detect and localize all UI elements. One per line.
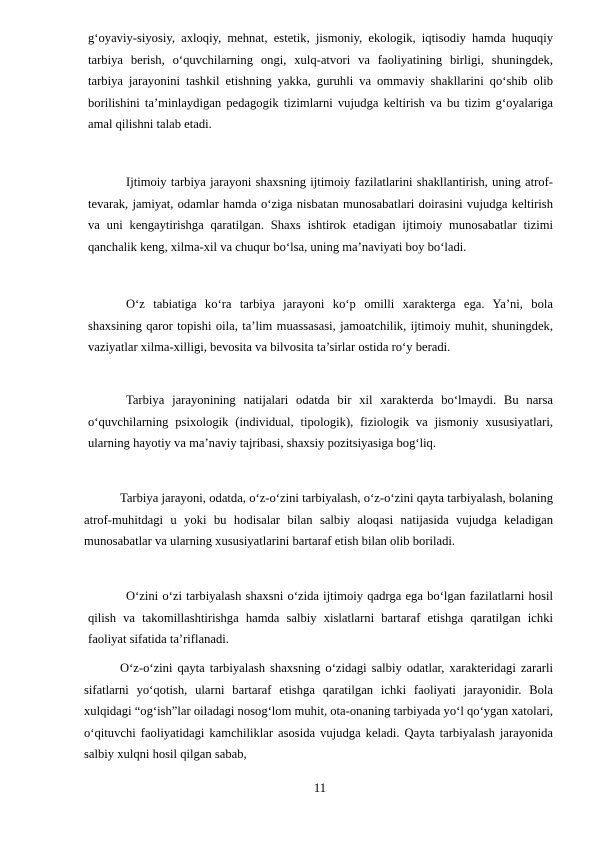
page-number: 11 [313, 781, 327, 795]
paragraph-6: O‘zini o‘zi tarbiyalash shaxsni o‘zida ijtimoiy qadrga ega bo‘lgan fazilatlarni hosil qilish va takomillashtirishga hamda salbiy xislatlarni bartaraf etishga qaratilgan ichki faoliyat sifatida ta’riflanadi. [88, 589, 553, 647]
paragraph-1: g‘oyaviy-siyosiy, axloqiy, mehnat, estetik, jismoniy, ekologik, iqtisodiy hamda huquqiy tarbiya berish, o‘quvchilarning ongi, xulq-atvori va faoliyatining birligi, shuningdek, tarbiya jarayonini tashkil etishning yakka, guruhli va ommaviy shakllarini qo‘shib olib borilishini ta’minlaydigan pedagogik tizimlarni vujudga keltirish va bu tizim g‘oyalariga amal qilishni talab etadi. [88, 31, 553, 132]
paragraph-5: Tarbiya jarayoni, odatda, o‘z-o‘zini tarbiyalash, o‘z-o‘zini qayta tarbiyalash, bolaning atrof-muhitdagi u yoki bu hodisalar bilan salbiy aloqasi natijasida vujudga keladigan munosabatlar va ularning xususiyatlarini bartaraf etish bilan olib boriladi. [84, 491, 553, 549]
paragraph-7: O‘z-o‘zini qayta tarbiyalash shaxsning o‘zidagi salbiy odatlar, xarakteridagi zararli sifatlarni yo‘qotish, ularni bartaraf etishga qaratilgan ichki faoliyati jarayonidir. Bola xulqidagi “og‘ish”lar oiladagi nosog‘lom muhit, ota-onaning tarbiyada yo‘l qo‘ygan xatolari, o‘qituvchi faoliyatidagi kamchiliklar asosida vujudga keladi. Qayta tarbiyalash jarayonida salbiy xulqni hosil qilgan sabab, [84, 661, 554, 762]
paragraph-4: Tarbiya jarayonining natijalari odatda bir xil xarakterda bo‘lmaydi. Bu narsa o‘quvchilarning psixologik (individual, tipologik), fiziologik va jismoniy xususiyatlari, ularning hayotiy va ma’naviy tajribasi, shaxsiy pozitsiyasiga bog‘liq. [88, 393, 553, 451]
paragraph-2: Ijtimoiy tarbiya jarayoni shaxsning ijtimoiy fazilatlarini shakllantirish, uning atrof-tevarak, jamiyat, odamlar hamda o‘ziga nisbatan munosabatlari doirasini vujudga keltirish va uni kengaytirishga qaratilgan. Shaxs ishtirok etadigan ijtimoiy munosabatlar tizimi qanchalik keng, xilma-xil va chuqur bo‘lsa, uning ma’naviyati boy bo‘ladi. [88, 175, 553, 254]
paragraph-3: O‘z tabiatiga ko‘ra tarbiya jarayoni ko‘p omilli xarakterga ega. Ya’ni, bola shaxsining qaror topishi oila, ta’lim muassasasi, jamoatchilik, ijtimoiy muhit, shuningdek, vaziyatlar xilma-xilligi, bevosita va bilvosita ta’sirlar ostida ro‘y beradi. [88, 297, 553, 355]
